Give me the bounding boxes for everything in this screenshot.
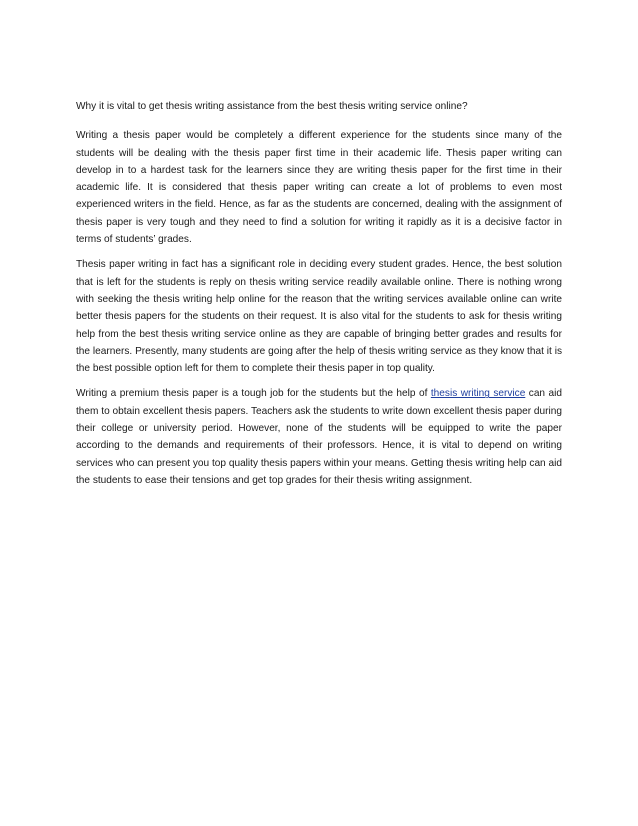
paragraph-3-text-before-link: Writing a premium thesis paper is a tough job for the students but the help of	[76, 388, 431, 400]
paragraph-3-text-after-link: can aid them to obtain excellent thesis papers. Teachers ask the students to write down excellent thesis paper during their college or university period. However, none of the students will be equipped to write the paper according to the demands and requirements of their professors. Hence, it is vital to depend on writing services who can present you top quality thesis papers within your means. Getting thesis writing help can aid the students to ease their tensions and get top grades for their thesis writing assignment.	[76, 388, 562, 486]
document-body	[76, 98, 562, 497]
paragraph-1: Writing a thesis paper would be completely a different experience for the students since many of the students will be dealing with the thesis paper first time in their academic life. Thesis paper writing can develop in to a hardest task for the learners since they are writing thesis paper for the first time in their academic life. It is considered that thesis paper writing can create a lot of problems to even most experienced writers in the field. Hence, as far as the students are concerned, dealing with the assignment of thesis paper is very tough and they need to find a solution for writing it rapidly as it is a decisive factor in terms of students’ grades.	[76, 130, 562, 246]
paragraph-3	[76, 385, 562, 489]
paragraph-2: Thesis paper writing in fact has a significant role in deciding every student grades. Hence, the best solution that is left for the students is reply on thesis writing service readily available online. There is nothing wrong with seeking the thesis writing help online for the reason that the writing services available online can write better thesis papers for the students on their request. It is also vital for the students to ask for thesis writing help from the best thesis writing service online as they are capable of bringing better grades and results for the learners. Presently, many students are going after the help of thesis writing service as they know that it is the best possible option left for them to complete their thesis paper in top quality.	[76, 259, 562, 375]
thesis-writing-service-link[interactable]: thesis writing service	[430, 388, 526, 400]
document-heading: Why it is vital to get thesis writing assistance from the best thesis writing service online?	[76, 101, 468, 112]
